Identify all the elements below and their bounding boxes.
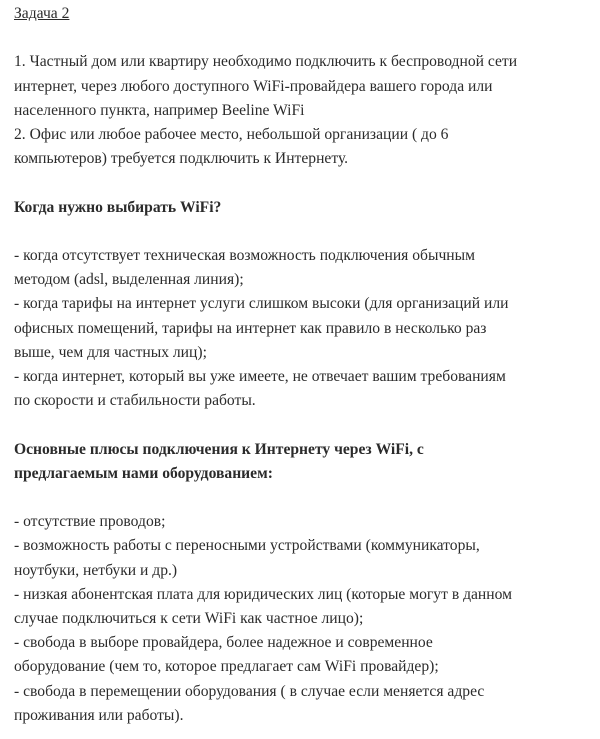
benefits-list [14, 510, 586, 728]
list-item-line: - когда интернет, который вы уже имеете, не отвечает вашим требованиям [14, 368, 506, 385]
spacer [14, 486, 586, 510]
benefits-heading [14, 438, 586, 486]
intro-line: интернет, через любого доступного WiFi-провайдера вашего города или [14, 77, 493, 95]
spacer [14, 26, 586, 50]
list-item-line: - свобода в выборе провайдера, более надежное и современное [14, 634, 433, 652]
list-item-line: методом (adsl, выделенная линия); [14, 271, 244, 289]
list-item-line: по скорости и стабильности работы. [14, 392, 256, 410]
intro-paragraph [14, 50, 586, 171]
list-item-line: - возможность работы с переносными устройствами (коммуникаторы, [14, 537, 480, 555]
spacer [14, 220, 586, 244]
list-item-line: - когда тарифы на интернет услуги слишком высоки (для организаций или [14, 295, 509, 313]
intro-line: 2. Офис или любое рабочее место, небольшой организации ( до 6 [14, 126, 449, 143]
intro-line: 1. Частный дом или квартиру необходимо подключить к беспроводной сети [14, 53, 518, 71]
list-item-line: - свобода в перемещении оборудования ( в случае если меняется адрес [14, 682, 485, 700]
intro-line: компьютеров) требуется подключить к Интернету. [14, 150, 349, 168]
spacer [14, 171, 586, 195]
when-heading: Когда нужно выбирать WiFi? [14, 198, 222, 216]
list-item-line: ноутбуки, нетбуки и др.) [14, 561, 178, 579]
intro-line: населенного пункта, например Beeline WiFi [14, 101, 305, 119]
task-title-row [14, 2, 586, 26]
task-title: Задача 2 [14, 5, 70, 22]
list-item-line: проживания или работы). [14, 706, 184, 724]
when-list [14, 244, 586, 413]
list-item-line: - низкая абонентская плата для юридических лиц (которые могут в данном [14, 585, 512, 603]
benefits-heading-line: предлагаемым нами оборудованием: [14, 464, 273, 482]
list-item-line: офисных помещений, тарифы на интернет как правило в несколько раз [14, 319, 487, 337]
list-item-line: случае подключиться к сети WiFi как частное лицо); [14, 610, 364, 627]
list-item-line: - отсутствие проводов; [14, 513, 166, 531]
benefits-heading-line: Основные плюсы подключения к Интернету через WiFi, с [14, 440, 424, 458]
list-item-line: оборудование (чем то, которое предлагает сам WiFi провайдер); [14, 658, 439, 676]
list-item-line: выше, чем для частных лиц); [14, 343, 207, 361]
spacer [14, 413, 586, 437]
list-item-line: - когда отсутствует техническая возможность подключения обычным [14, 246, 475, 264]
